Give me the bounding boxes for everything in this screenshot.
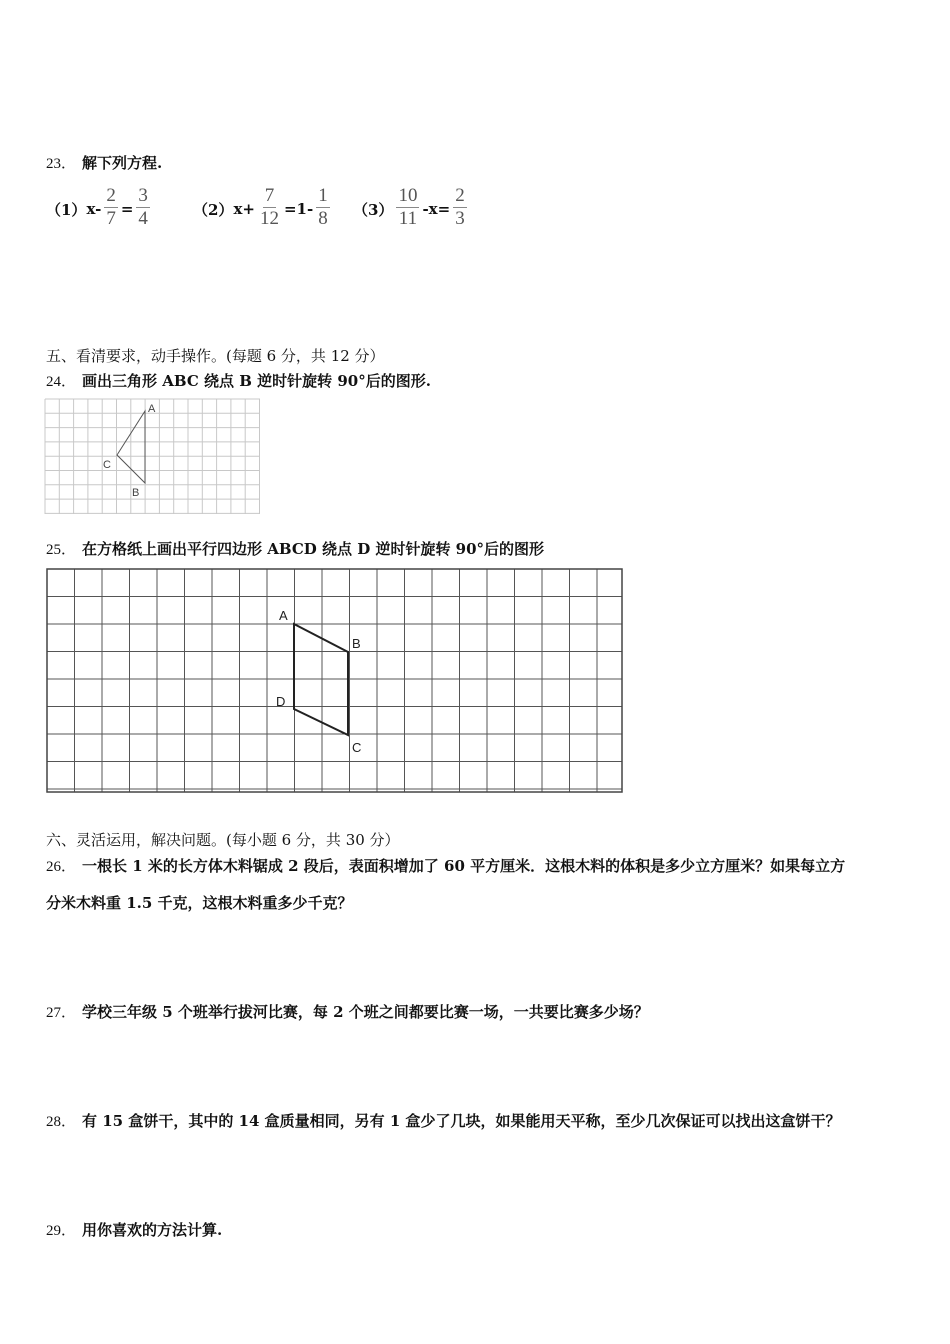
question-number: 24． [46, 374, 77, 390]
equation-text: x- [86, 200, 102, 218]
question-number: 25． [46, 542, 77, 558]
question-text: 在方格纸上画出平行四边形 ABCD 绕点 D 逆时针旋转 90°后的图形 [82, 540, 545, 558]
question-text: 学校三年级 5 个班举行拔河比赛，每 2 个班之间都要比赛一场，一共要比赛多少场？ [82, 1003, 649, 1021]
section-6-title: 六、灵活运用，解决问题。(每小题 6 分，共 30 分） [46, 831, 400, 849]
question-text: 解下列方程. [82, 154, 163, 172]
equation-2 [193, 185, 333, 230]
fraction: $\frac{2}{7}$ [106, 185, 116, 229]
q29-line [46, 1219, 222, 1240]
equation-label: （3） [353, 200, 394, 219]
question-number: 29． [46, 1223, 77, 1239]
q26-line-1 [46, 855, 845, 876]
fraction: $\frac{1}{8}$ [318, 185, 328, 229]
fraction: $\frac{3}{4}$ [138, 185, 148, 229]
q25-line [46, 538, 544, 559]
vertex-label-a: A [148, 403, 156, 415]
equation-text: =1- [283, 200, 314, 218]
section-5-title: 五、看清要求，动手操作。(每题 6 分，共 12 分） [46, 347, 385, 365]
question-number: 26． [46, 859, 77, 875]
equation-text: x+ [233, 200, 255, 218]
vertex-label-b: B [352, 636, 361, 651]
vertex-label-c: C [352, 740, 362, 755]
vertex-label-b: B [132, 487, 140, 499]
q25-grid-figure [46, 568, 624, 794]
fraction: $\frac{10}{11}$ [398, 185, 418, 229]
equation-label: （1） [46, 200, 87, 219]
equation-label: （2） [193, 200, 234, 219]
q24-grid-figure [44, 398, 264, 516]
vertex-label-a: A [279, 608, 288, 623]
q28-line [46, 1110, 841, 1131]
question-text: 用你喜欢的方法计算. [82, 1221, 223, 1239]
vertex-label-d: D [276, 694, 286, 709]
question-number: 28． [46, 1114, 77, 1130]
q27-line [46, 1001, 649, 1022]
equation-1 [46, 185, 153, 230]
equation-text: -x= [422, 200, 451, 218]
fraction: $\frac{7}{12}$ [259, 185, 279, 229]
question-text: 一根长 1 米的长方体木料锯成 2 段后，表面积增加了 60 平方厘米．这根木料的体积是多少立方厘米？如果每立方 [82, 857, 846, 875]
question-text: 画出三角形 ABC 绕点 B 逆时针旋转 90°后的图形. [82, 372, 431, 390]
equation-text: = [120, 200, 134, 218]
q26-line-2: 分米木料重 1.5 千克，这根木料重多少千克？ [46, 894, 353, 912]
q24-line [46, 370, 431, 391]
question-text: 有 15 盒饼干，其中的 14 盒质量相同，另有 1 盒少了几块，如果能用天平称，至少几次保证可以找出这盒饼干？ [82, 1112, 841, 1130]
q23-line [46, 152, 162, 173]
equation-3 [353, 185, 470, 230]
question-number: 27． [46, 1005, 77, 1021]
fraction: $\frac{2}{3}$ [455, 185, 465, 229]
vertex-label-c: C [103, 459, 111, 471]
question-number: 23． [46, 156, 77, 172]
